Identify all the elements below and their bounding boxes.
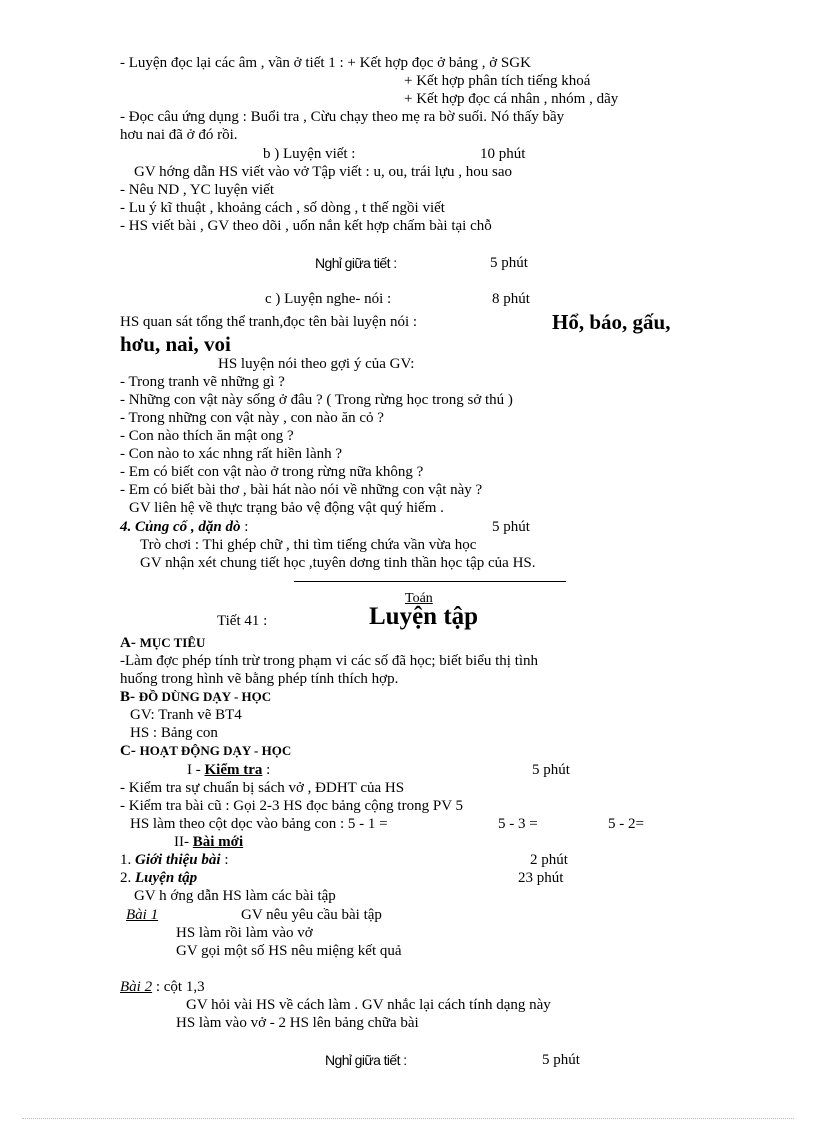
section-heading <box>120 634 205 652</box>
question: - Con nào thích ăn mật ong ? <box>120 428 294 444</box>
text-line: GV hỏi vài HS về cách làm . GV nhắc lại cách tính dạng này <box>186 997 551 1013</box>
text-line: -Làm đợc phép tính trừ trong phạm vi các số đã học; biết biểu thị tình <box>120 653 539 669</box>
heading-text: Giới thiệu bài <box>135 852 221 868</box>
text-line: - Luyện đọc lại các âm , vần ở tiết 1 : + Kết hợp đọc ở bảng , ở SGK <box>120 55 531 71</box>
text-line: huống trong hình vẽ bằng phép tính thích hợp. <box>120 671 399 687</box>
heading-text: Kiểm tra <box>204 762 263 778</box>
text-line: GV hớng dẫn HS viết vào vở Tập viết : u, ou, trái lựu , hou sao <box>134 164 512 180</box>
text-line: HS làm vào vở - 2 HS lên bảng chữa bài <box>176 1015 419 1031</box>
colon: : <box>266 762 271 778</box>
heading-letter: B- <box>120 689 135 705</box>
text-line: HS luyện nói theo gợi ý của GV: <box>218 356 415 372</box>
duration: 10 phút <box>480 146 526 162</box>
question: - Trong những con vật này , con nào ăn cỏ ? <box>120 410 384 426</box>
heading-letter: C- <box>120 743 136 759</box>
text-line: + Kết hợp đọc cá nhân , nhóm , dãy <box>404 91 619 107</box>
text-line: HS làm theo cột dọc vào bảng con : 5 - 1 = <box>130 816 388 832</box>
duration: 5 phút <box>542 1052 580 1068</box>
text-line: GV: Tranh vẽ BT4 <box>130 707 242 723</box>
roman-number: II- <box>174 834 189 850</box>
lesson-title: Luyện tập <box>369 603 479 630</box>
topic-words: Hổ, báo, gấu, <box>552 310 671 334</box>
text-line: - Kiểm tra bài cũ : Gọi 2-3 HS đọc bảng cộng trong PV 5 <box>120 798 464 814</box>
divider <box>294 581 566 582</box>
step-number: 1. <box>120 852 132 868</box>
duration: 8 phút <box>492 291 530 307</box>
text-line: GV h ớng dẫn HS làm các bài tập <box>134 888 336 904</box>
text-line: GV nhận xét chung tiết học ,tuyên dơng tinh thần học tập của HS. <box>140 555 536 571</box>
question: - Em có biết bài thơ , bài hát nào nói về những con vật này ? <box>120 482 483 498</box>
subject-title: Toán <box>405 591 433 606</box>
question: - Con nào to xác nhng rất hiền lành ? <box>120 446 343 462</box>
exercise-row <box>120 978 205 996</box>
heading-text: ĐỒ DÙNG DẠY - HỌC <box>138 689 272 704</box>
step-heading <box>120 869 197 887</box>
text-line: GV nêu yêu cầu bài tập <box>241 907 382 923</box>
duration: 23 phút <box>518 870 564 886</box>
break-label: Nghỉ giữa tiết : <box>315 255 397 271</box>
text-line: HS làm rồi làm vào vở <box>176 925 313 941</box>
text-line: HS quan sát tổng thể tranh,đọc tên bài luyện nói : <box>120 314 418 330</box>
text-line: - Đọc câu ứng dụng : Buổi tra , Cừu chạy theo mẹ ra bờ suối. Nó thấy bầy <box>120 109 565 125</box>
lesson-number: Tiết 41 : <box>217 613 268 629</box>
question: - Trong tranh vẽ những gì ? <box>120 374 285 390</box>
heading-text: HOẠT ĐỘNG DẠY - HỌC <box>139 743 292 758</box>
section-heading: c ) Luyện nghe- nói : <box>265 291 392 307</box>
question: - Em có biết con vật nào ở trong rừng nữa không ? <box>120 464 424 480</box>
step-number: 2. <box>120 870 132 886</box>
subsection-heading <box>174 833 243 851</box>
heading-text: Luyện tập <box>135 870 198 886</box>
text-line: - Lu ý kĩ thuật , khoảng cách , số dòng , t thế ngồi viết <box>120 200 445 216</box>
colon: : <box>224 852 229 868</box>
heading-letter: A- <box>120 635 136 651</box>
text-line: hơu nai đã ở đó rồi. <box>120 127 238 143</box>
page-edge <box>22 1118 794 1119</box>
roman-number: I - <box>187 762 201 778</box>
text-line: - HS viết bài , GV theo dõi , uốn nắn kết hợp chấm bài tại chỗ <box>120 218 492 234</box>
text-line: GV gọi một số HS nêu miệng kết quả <box>176 943 402 959</box>
step-heading <box>120 851 228 869</box>
section-heading <box>120 742 291 760</box>
duration: 2 phút <box>530 852 568 868</box>
section-heading <box>120 518 248 536</box>
exercise: 5 - 3 = <box>498 816 538 832</box>
exercise: 5 - 2= <box>608 816 644 832</box>
text-line: GV liên hệ về thực trạng bảo vệ động vật quý hiếm . <box>129 500 444 516</box>
section-heading: b ) Luyện viết : <box>263 146 356 162</box>
text-line: - Kiểm tra sự chuẩn bị sách vở , ĐDHT của HS <box>120 780 405 796</box>
heading-text: MỤC TIÊU <box>139 635 206 650</box>
exercise-detail: : cột 1,3 <box>155 979 205 995</box>
break-label: Nghỉ giữa tiết : <box>325 1052 407 1068</box>
exercise-label: Bài 1 <box>126 907 159 923</box>
topic-words: hơu, nai, voi <box>120 332 231 356</box>
text-line: + Kết hợp phân tích tiếng khoá <box>404 73 591 89</box>
duration: 5 phút <box>492 519 530 535</box>
text-line: Trò chơi : Thi ghép chữ , thi tìm tiếng chứa vần vừa học <box>140 537 477 553</box>
subsection-heading <box>187 761 270 779</box>
heading-text: Bài mới <box>192 834 244 850</box>
colon: : <box>244 519 249 535</box>
question: - Những con vật này sống ở đâu ? ( Trong rừng học trong sở thú ) <box>120 392 513 408</box>
duration: 5 phút <box>532 762 570 778</box>
exercise-label: Bài 2 <box>120 979 153 995</box>
text-line: - Nêu ND , YC luyện viết <box>120 182 274 198</box>
text-line: HS : Bảng con <box>130 725 218 741</box>
duration: 5 phút <box>490 255 528 271</box>
heading-text: 4. Củng cố , dặn dò <box>120 519 241 535</box>
section-heading <box>120 688 271 706</box>
